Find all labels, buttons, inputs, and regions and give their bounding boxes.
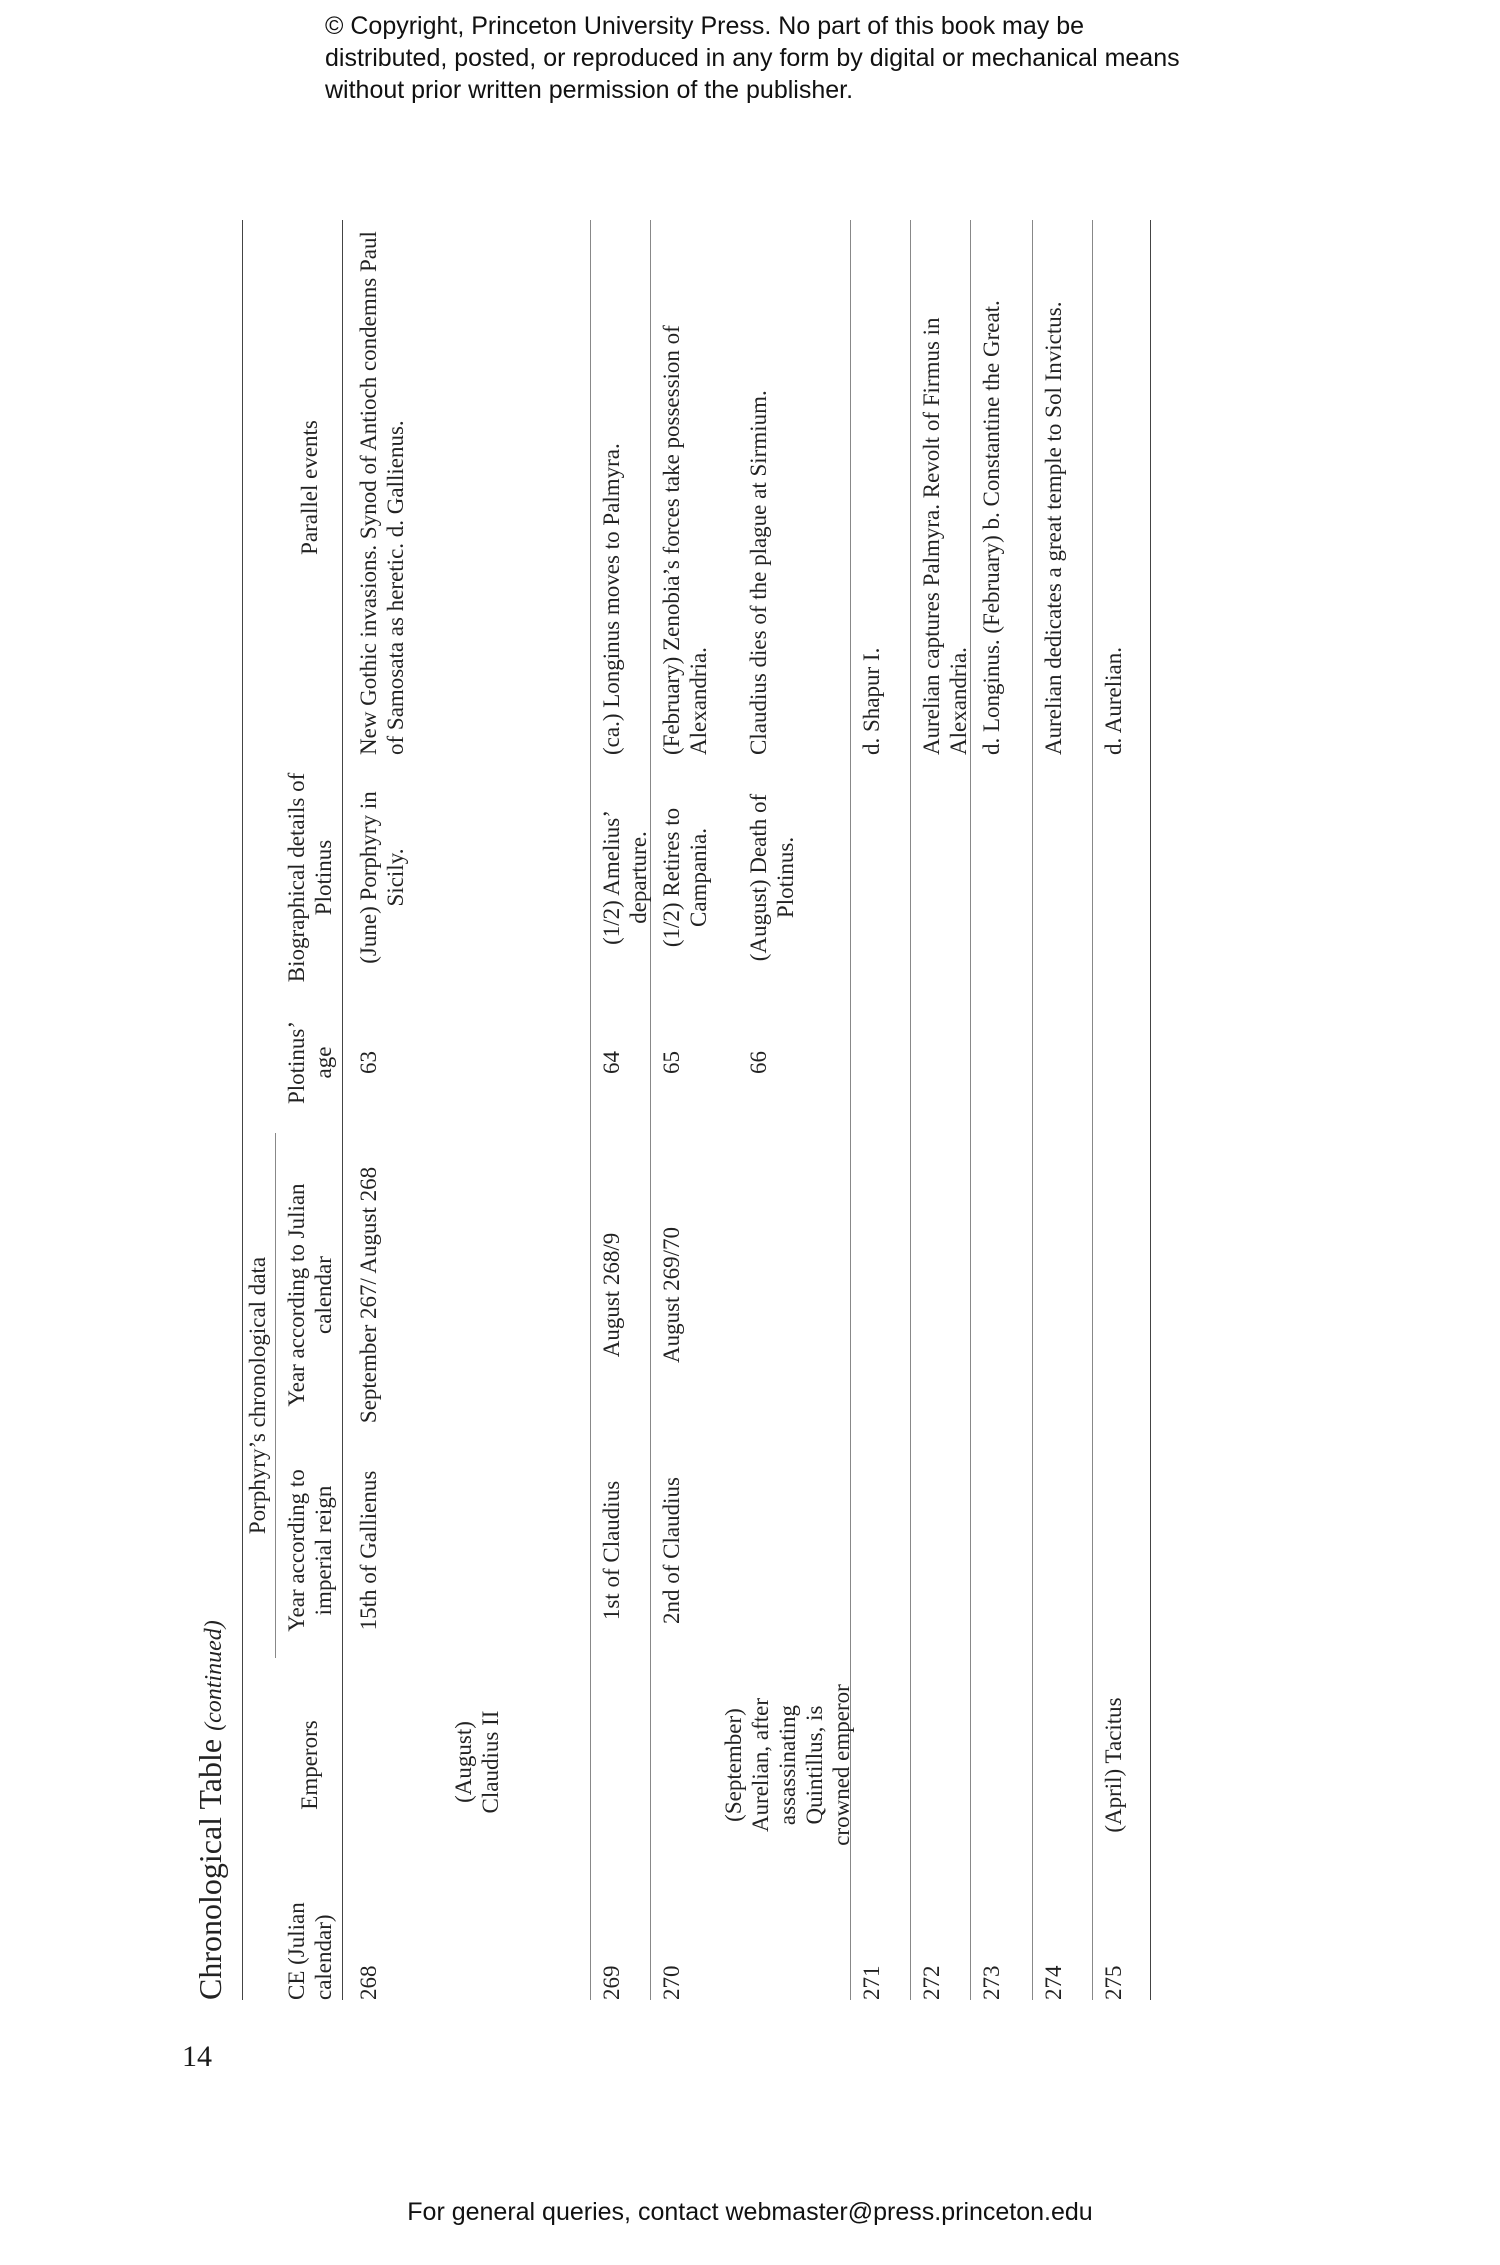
- row-rule-275: [1092, 220, 1093, 2000]
- row-rule-269: [590, 220, 591, 2000]
- events-272: Aurelian captures Palmyra. Revolt of Firmus in Alexandria.: [919, 317, 971, 755]
- age-270-second: 66: [746, 1051, 771, 1074]
- bio-268: (June) Porphyry in Sicily.: [356, 791, 408, 964]
- ce-year-270: 270: [659, 1965, 684, 2000]
- emperor-268: (August) Claudius II: [451, 1710, 503, 1814]
- col-header-age: Plotinus’ age: [284, 1020, 336, 1105]
- julian-year-269: August 268/9: [599, 1232, 624, 1358]
- ce-year-272: 272: [919, 1965, 944, 2000]
- table-bottom-rule: [1150, 220, 1151, 2000]
- col-header-events: Parallel events: [297, 420, 322, 555]
- events-269: (ca.) Longinus moves to Palmyra.: [599, 443, 624, 755]
- ce-year-273: 273: [979, 1965, 1004, 2000]
- table-title-note: (continued): [201, 1620, 227, 1731]
- events-275: d. Aurelian.: [1101, 647, 1126, 755]
- col-header-julian: Year according to Julian calendar: [284, 1183, 336, 1407]
- age-269: 64: [599, 1051, 624, 1074]
- ce-year-275: 275: [1101, 1965, 1126, 2000]
- chronological-table: [180, 220, 1250, 2000]
- copyright-notice: © Copyright, Princeton University Press. No part of this book may be distributed, posted, or reproduced in any form by digital or mechanical means without prior written permission of the publisher.: [325, 12, 1180, 104]
- bio-270-first: (1/2) Retires to Campania.: [659, 807, 711, 948]
- group-header-rule: [275, 1133, 276, 1658]
- col-header-bio: Biographical details of Plotinus: [284, 772, 336, 983]
- imperial-year-269: 1st of Claudius: [599, 1480, 624, 1621]
- events-274: Aurelian dedicates a great temple to Sol Invictus.: [1041, 301, 1066, 755]
- emperor-270: (September) Aurelian, after assassinating Quintillus, is crowned emperor: [721, 1684, 854, 1846]
- age-270-first: 65: [659, 1051, 684, 1074]
- events-271: d. Shapur I.: [859, 647, 884, 755]
- age-268: 63: [356, 1051, 381, 1074]
- ce-year-269: 269: [599, 1965, 624, 2000]
- col-header-imperial: Year according to imperial reign: [284, 1469, 336, 1632]
- col-header-ce: CE (Julian calendar): [284, 1902, 336, 2000]
- bio-269: (1/2) Amelius’ departure.: [599, 810, 651, 945]
- row-rule-270: [650, 220, 651, 2000]
- row-rule-274: [1032, 220, 1033, 2000]
- emperor-275: (April) Tacitus: [1101, 1697, 1126, 1833]
- table-title-text: Chronological Table: [192, 1738, 228, 2000]
- ce-year-274: 274: [1041, 1965, 1066, 2000]
- events-268: New Gothic invasions. Synod of Antioch condemns Paul of Samosata as heretic. d. Gallienus.: [356, 231, 408, 755]
- footer-contact: For general queries, contact webmaster@press.princeton.edu: [407, 2198, 1093, 2226]
- header-bottom-rule: [342, 220, 343, 2000]
- table-title: [192, 1620, 229, 2000]
- ce-year-268: 268: [356, 1965, 381, 2000]
- events-270-second: Claudius dies of the plague at Sirmium.: [746, 390, 771, 755]
- col-header-emperors: Emperors: [297, 1720, 322, 1810]
- page-number: 14: [182, 2040, 212, 2073]
- events-270-first: (February) Zenobia’s forces take possession of Alexandria.: [659, 325, 711, 755]
- imperial-year-268: 15th of Gallienus: [356, 1470, 381, 1631]
- row-rule-272: [910, 220, 911, 2000]
- porphyry-group-header: Porphyry’s chronological data: [245, 1256, 270, 1535]
- julian-year-270: August 269/70: [659, 1226, 684, 1364]
- bio-270-second: (August) Death of Plotinus.: [746, 793, 798, 962]
- events-273: d. Longinus. (February) b. Constantine the Great.: [979, 300, 1004, 755]
- julian-year-268: September 267/ August 268: [356, 1166, 381, 1424]
- ce-year-271: 271: [859, 1965, 884, 2000]
- table-top-rule: [242, 220, 243, 2000]
- imperial-year-270: 2nd of Claudius: [659, 1477, 684, 1624]
